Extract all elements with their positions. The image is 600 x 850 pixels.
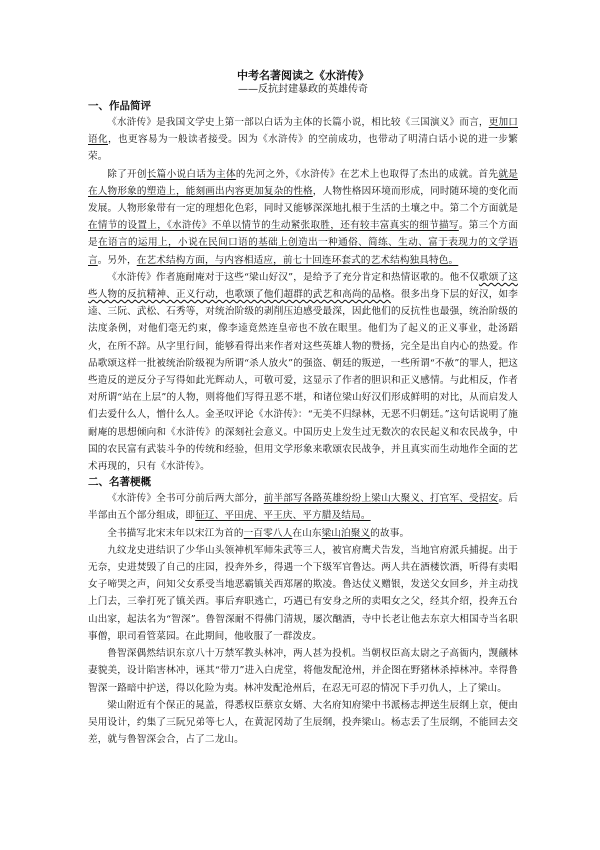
text-run: 全书描写北宋末年以宋江为首的 <box>107 527 244 539</box>
underlined-text: 梁山泊聚义 <box>321 527 371 539</box>
paragraph <box>88 166 518 269</box>
text-run: 梁山附近有个保正的晁盖，得悉权臣蔡京女婿、大名府知府梁中书派杨志押送生辰纲上京，便由吴用设计，约集了三阮兄弟等七人，在黄泥冈劫了生辰纲，投奔梁山。杨志丢了生辰纲，不能回去交差，就与鲁智深会合，占了二龙山。 <box>88 699 518 746</box>
text-run: 。后半部由五个部分组成，即 <box>88 493 518 522</box>
underlined-text: 在语言的运用上，小说在民间口语的基础上创造出一种通俗、简练、生动、富于表现力的文学语言 <box>88 237 518 266</box>
text-run: 《水浒传》是我国文学史上第一部以白话为主体的长篇小说，相比较《三国演义》而言， <box>107 117 489 128</box>
document-body <box>88 99 518 748</box>
text-run: ，也更容易为一般读者接受。因为《水浒传》的空前成功，也带动了明清白话小说的进一步繁荣。 <box>88 134 518 163</box>
underlined-text: 在艺术结构方面，与内容相适应，前七十回连环套式的艺术结构独具特色。 <box>136 254 459 266</box>
underlined-text: 征辽、平田虎、平王庆、平方腊及结局。 <box>195 510 371 522</box>
section-heading: 二、名著梗概 <box>88 476 151 489</box>
text-run: 在山东 <box>292 527 322 539</box>
text-run: 《水浒传》全书可分前后两大部分， <box>107 493 264 505</box>
underlined-text: 前半部写各路英雄纷纷上梁山大聚义、打官军、受招安 <box>263 493 499 505</box>
text-run: 除了开创 <box>107 168 147 180</box>
text-run: ，人物性格因环境而形成，同时随环境的变化而发展。人物形象带有一定的理想化色彩，同时又能够深深地扎根于生活的土壤之中。第二个方面就是 <box>88 185 519 215</box>
underlined-text: 在情节的设置上，《水浒传》不单以情节的生动紧张取胜，还有较丰富真实的细节描写 <box>88 220 459 232</box>
section-heading: 一、作品简评 <box>88 100 151 112</box>
paragraph <box>88 114 518 166</box>
paragraph <box>88 269 518 475</box>
document-subtitle: ——反抗封建暴政的英雄传奇 <box>238 84 368 95</box>
text-run: 九纹龙史进结识了少华山头领神机军师朱武等三人，被官府鹰犬告发，当地官府派兵捕捉。出于无奈，史进焚毁了自己的庄园，投奔外乡，得遇一个下级军官鲁达。两人共在酒楼饮酒，听得有卖唱女子啼哭之声，问知父女系受当地恶霸镇关西郑屠的欺凌。鲁达仗义赠银，发送父女回乡，并主动找上门去，三拳打死了镇关西。事后弃职逃亡，巧遇已有安身之所的卖唱女之父，经其介绍，投奔五台山出家，起法名为“智深”。鲁智深耐不得佛门清规，屡次酗酒，寺中长老让他去东京大相国寺当名职事僧，职司看管菜园。在此期间，他收服了一群泼皮。 <box>88 544 518 642</box>
document-title: 中考名著阅读之《水浒传》 <box>237 69 369 82</box>
paragraph <box>88 525 518 542</box>
underlined-text: 一百零八人 <box>243 527 293 539</box>
document-page <box>88 68 518 748</box>
text-run: 。很多出身下层的好汉，如李逵、三阮、武松、石秀等，对统治阶级的剥削压迫感受最深，因此他们的反抗性也最强，统治阶级的法度条例，对他们毫无约束，像李逵竟然连皇帝也不放在眼里。他们为了起义的正义事业，赴汤蹈火，在所不辞。从字里行间，能够看得出来作者对这些英雄人物的赞扬，完全是出自内心的热爱。作品歌颂这样一批被统治阶级视为所谓“杀人放火”的强盗、朝廷的叛逆，一些所谓“不赦”的罪人，把这些造反的逆反分子写得如此光辉动人，可敬可爱，这显示了作者的胆识和正义感情。与此相反，作者对所谓“站在上层”的人物，则将他们写得丑恶不堪，和诸位梁山好汉们形成鲜明的对比，从而启发人们去爱什么人，憎什么人。金圣叹评论《水浒传》：“无美不归绿林，无恶不归朝廷。”这句话说明了施耐庵的思想倾向和《水浒传》的深刻社会意义。中国历史上发生过无数次的农民起义和农民战争，中国的农民富有武装斗争的传统和经验，但用文学形象来歌颂农民战争，并且真实而生动地作全面的艺术再现的，只有《水浒传》。 <box>88 289 518 473</box>
text-run: 的故事。 <box>370 527 410 539</box>
text-run: 《水浒传》作者施耐庵对于这些“梁山好汉”，是给予了充分肯定和热情讴歌的。他不仅 <box>107 271 479 283</box>
underlined-text: 更加口语化 <box>88 117 518 146</box>
paragraph <box>88 697 518 749</box>
paragraph <box>88 645 518 697</box>
paragraph <box>88 490 518 524</box>
text-run: 。第三个方面是 <box>88 220 518 249</box>
underlined-text: 就是在人物形象的塑造上，能刻画出内容更加复杂的性格 <box>88 168 518 197</box>
paragraph <box>88 542 518 645</box>
text-run: 。另外， <box>97 254 137 266</box>
underlined-text: 长篇小说白话为主体 <box>146 168 236 180</box>
text-run: 鲁智深偶然结识东京八十万禁军教头林冲，两人甚为投机。当朝权臣高太尉之子高衙内，觊觎林妻貌美，设计陷害林冲，诬其“带刀”进入白虎堂，将他发配沧州，并企图在野猪林杀掉林冲。幸得鲁智深一路暗中护送，得以化险为夷。林冲发配沧州后，在忍无可忍的情况下手刃仇人，上了梁山。 <box>88 648 518 694</box>
underlined-text: 歌颂了这些人物的反抗精神、正义行动，也歌颂了他们超群的武艺和高尚的品格 <box>88 271 518 301</box>
text-run: 的先河之外，《水浒传》在艺术上也取得了杰出的成就。首先 <box>235 168 499 180</box>
